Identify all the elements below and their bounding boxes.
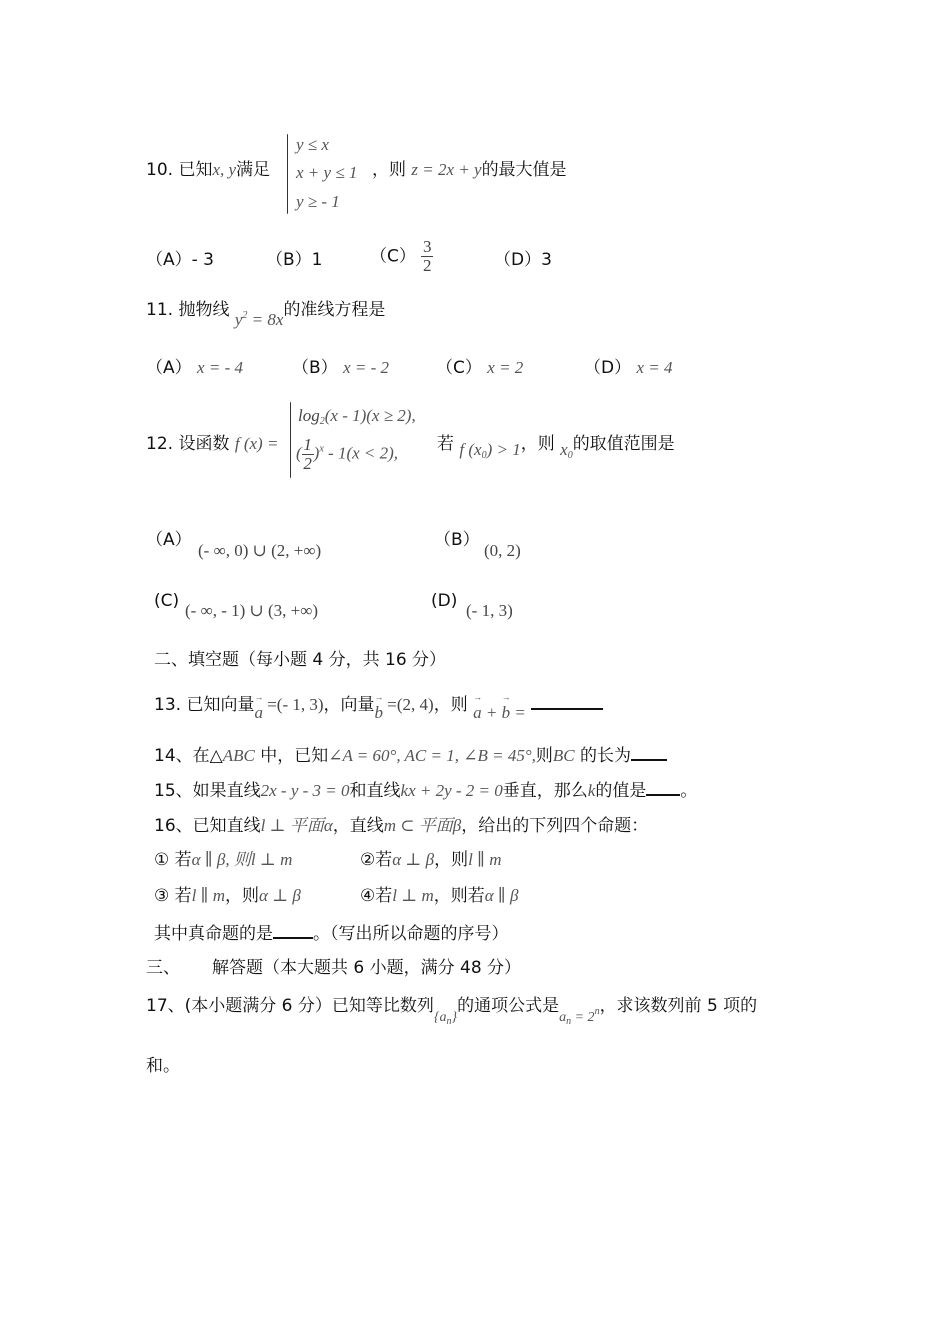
q17-prefix: 17、(本小题满分 6 分）已知等比数列 [146,996,434,1016]
q13-b-value: =(2, 4) [383,695,434,714]
q12-option-a-label: （A） [146,530,192,550]
q11-option-c [436,358,523,378]
q10-mid: 满足 [236,160,271,180]
q14-condition: ∠A = 60°, AC = 1, ∠B = 45°, [328,746,536,765]
q15-line-2: kx + 2y - 2 = 0 [400,781,503,800]
q12-case-2-close: ) [313,443,320,463]
q12-cond-sub: 0 [481,450,487,461]
q12-option-a-value: (- ∞, 0) ∪ (2, +∞) [198,541,322,560]
q17-mid: 的通项公式是 [457,996,560,1016]
q12-brace [290,402,291,478]
q16-mid: ，直线 [332,816,384,836]
q12-option-d-label: (D) [431,591,458,611]
q10-stem [146,160,270,180]
q12-option-a [146,530,192,550]
q14-ze: 则 [535,746,553,766]
q16-p4-ze: ，则若 [433,886,485,906]
q12-fx: f (x) = [234,434,279,453]
q10-option-a: （A）- 3 [146,250,214,270]
q13-ze: ，则 [433,695,468,715]
q10-option-d: （D）3 [494,250,552,270]
q12-case-2 [296,436,398,473]
q16-p4-conclusion: α ∥ β [484,886,519,905]
q10-vars: x, y [212,160,237,179]
q10-tail2: 的最大值是 [481,160,567,180]
q17-tail: ，求该数列前 5 项的 [599,996,758,1016]
q11-option-b [292,358,389,378]
q17-an-exp: n [594,1006,600,1017]
q16-p1-num: ① [154,850,170,870]
q11-equation [235,310,284,329]
q12-stem [146,434,278,454]
q11-stem [146,300,386,329]
q16-p1-ruo: 若 [169,850,192,870]
q12-prefix: 12. 设函数 [146,434,230,454]
q16-p4-ruo: 若 [375,886,393,906]
q10-expr: z = 2x + y [411,160,482,179]
q16-answer-prefix: 其中真命题的是 [154,924,273,944]
q12-x0-x: x [560,440,568,459]
q17-an: a [559,1010,567,1025]
q16-answer-blank[interactable] [273,923,313,939]
q12-ze: ，则 [520,434,555,454]
q17-an-sub: n [566,1016,572,1027]
q17-seq-close: } [451,1010,458,1025]
q12-case-2-fraction [302,436,314,473]
q11-option-d [584,358,673,378]
q15-answer-blank[interactable] [646,780,680,796]
q15-end: 。 [680,781,698,801]
q15-tail: 的值是 [595,781,647,801]
q10-cond-3: y ≥ - 1 [296,192,340,211]
q15-prefix: 15、如果直线 [154,781,261,801]
q17-an-eq: = 2 [571,1010,595,1025]
q12-case-2-den: 2 [303,453,312,473]
q13-line [154,694,603,722]
q11-option-a-label: （A） [146,358,192,378]
q10-option-b: （B）1 [266,250,323,270]
q10-option-c-label: （C） [370,246,416,267]
q15-mid2: 垂直，那么 [502,781,588,801]
q12-option-d [431,591,457,611]
q17-formula [559,1006,600,1027]
q13-sum-a: → a [473,703,482,723]
q13-vector-b: → b [375,703,384,723]
q16-p2-conclusion: l ∥ m [468,850,502,869]
q16-p2-ruo: 若 [375,850,393,870]
q14-line [154,745,667,766]
q12-ruo: 若 [437,434,454,454]
q11-option-c-value: x = 2 [487,358,524,377]
section-2-heading: 二、填空题（每小题 4 分，共 16 分） [154,650,447,670]
q11-option-c-label: （C） [436,358,482,378]
q16-line [154,816,648,836]
q12-case-2-num: 1 [303,435,312,454]
q16-p2-ze: ，则 [434,850,469,870]
q14-mid: 中，已知 [254,746,329,766]
q16-condition-1: l ⊥ 平面α [260,816,333,835]
q12-log: log [298,406,320,425]
q16-condition-2: m ⊂ 平面β [383,816,462,835]
q10-cond-2: x + y ≤ 1 [296,163,358,182]
q12-case-1-rest: (x - 1)(x ≥ 2), [324,406,416,425]
q13-mid: ，向量 [323,695,375,715]
q16-proposition-1 [154,850,292,870]
q12-cond-expr [459,440,520,459]
q16-tail: ，给出的下列四个命题： [461,816,649,836]
q17-seq-sub: n [446,1016,452,1027]
q15-line-1: 2x - y - 3 = 0 [260,781,350,800]
q13-a-value: =(- 1, 3) [262,695,324,714]
q16-p2-expr: α ⊥ β [392,850,435,869]
q16-p3-ruo: 若 [169,886,192,906]
q12-x0 [560,440,573,459]
q16-proposition-2 [360,850,502,870]
q16-p3-ze: ，则 [225,886,260,906]
q17-sequence [434,1010,457,1025]
section-3-heading: 解答题（本大题共 6 小题，满分 48 分） [212,958,522,978]
q12-cond-f: f (x [459,440,482,459]
q16-p4-num: ④ [360,886,376,906]
q17-line-2: 和。 [146,1056,180,1076]
q13-answer-blank[interactable] [531,694,603,710]
q10-option-c [370,238,433,275]
q12-option-d-value: (- 1, 3) [466,601,513,620]
q11-eq-exp: 2 [242,310,248,321]
q17-seq-a: {a [433,1010,447,1025]
q12-option-c-value: (- ∞, - 1) ∪ (3, +∞) [185,601,319,620]
q15-mid: 和直线 [349,781,401,801]
q12-option-b [434,530,480,550]
q14-prefix: 14、在△ [154,746,223,766]
q14-abc: ABC [222,746,255,765]
q10-option-c-numerator: 3 [423,237,432,256]
q10-tail1: ，则 [372,160,406,180]
q11-option-a-value: x = - 4 [197,358,243,377]
q12-option-c-label: (C) [154,591,180,611]
q11-option-d-label: （D） [584,358,632,378]
q16-p3-expr: l ∥ m [191,886,226,905]
q12-option-b-label: （B） [434,530,480,550]
q12-option-c [154,591,179,611]
q12-x0-sub: 0 [567,450,573,461]
q16-proposition-3 [154,886,301,906]
q11-tail: 的准线方程是 [283,300,386,320]
q16-proposition-4 [360,886,519,906]
q17-line [146,996,758,1027]
q11-option-b-value: x = - 2 [343,358,390,377]
q11-eq-y: y [234,310,243,329]
q11-option-b-label: （B） [292,358,338,378]
q13-eq: = [510,703,526,722]
q12-tail: 的取值范围是 [572,434,675,454]
q11-prefix: 11. 抛物线 [146,300,230,320]
q10-option-c-denominator: 2 [423,255,432,275]
q16-answer-tail: 。（写出所以命题的序号） [313,924,509,944]
q12-cond-rest: ) > 1 [486,440,521,459]
q14-answer-blank[interactable] [631,745,667,761]
q12-log-base: 2 [319,416,325,427]
q10-prefix: 10. 已知 [146,160,213,180]
section-3-number: 三、 [146,958,180,978]
q13-sum [473,703,526,722]
q10-option-c-fraction [421,238,433,275]
q16-p3-num: ③ [154,886,170,906]
q16-p4-expr: l ⊥ m [392,886,434,905]
q16-p3-conclusion: α ⊥ β [259,886,301,905]
q15-k: k [587,781,596,800]
q14-bc: BC [552,746,575,765]
q12-case-2-exp: x [319,443,324,455]
q16-answer-line [154,923,509,944]
q12-case-1 [298,406,416,428]
q11-option-d-value: x = 4 [636,358,673,377]
q13-prefix: 13. 已知向量 [154,695,255,715]
q16-p1-expr: α ∥ β, 则l ⊥ m [191,850,293,869]
q13-vector-a: → a [254,703,263,723]
q11-eq-rest: = 8x [247,310,284,329]
q12-option-b-value: (0, 2) [484,541,521,560]
q10-brace [287,134,288,214]
q11-option-a [146,358,243,378]
q10-cond-1: y ≤ x [296,135,329,154]
q13-sum-b: → b [502,703,511,723]
q14-tail: 的长为 [574,746,632,766]
q16-p2-num: ② [360,850,376,870]
q12-case-2-rest: - 1(x < 2), [323,443,399,463]
q10-tail [372,160,567,180]
q12-case-2-open: ( [296,443,302,463]
q12-condition [437,434,675,461]
q15-line [154,780,697,801]
q16-prefix: 16、已知直线 [154,816,261,836]
q13-plus: + [481,703,502,722]
